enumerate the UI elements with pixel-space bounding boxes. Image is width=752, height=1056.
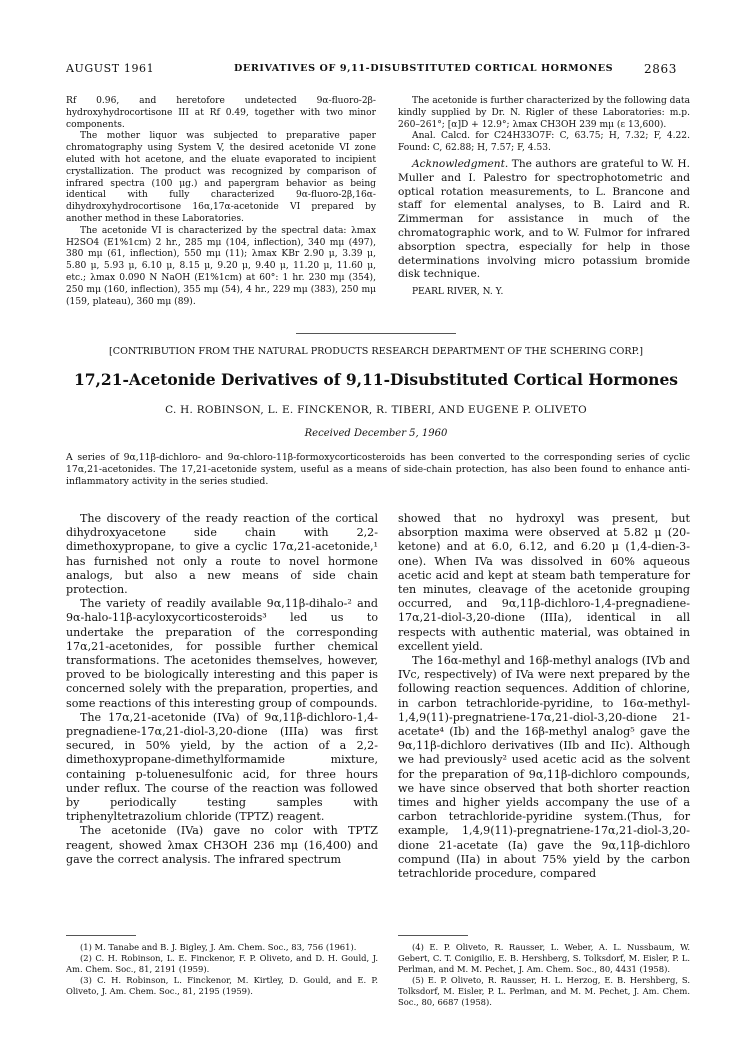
paragraph: The 17α,21-acetonide (IVa) of 9α,11β-dichloro-1,4-pregnadiene-17α,21-diol-3,20-dione (IIIa) was first secured, in 50% yield, by the action of a 2,2-dimethoxypropane-dimethylformamide mixture, containing p-toluenesulfonic acid, for three hours under reflux. The course of the reaction was followed by periodically testing samples with triphenyltetrazolium chloride (TPTZ) reagent.: [66, 710, 378, 824]
page-number: 2863: [644, 62, 677, 76]
top-right-column: [398, 96, 690, 299]
body-right-column: [398, 512, 690, 881]
contribution-line: [CONTRIBUTION FROM THE NATURAL PRODUCTS RESEARCH DEPARTMENT OF THE SCHERING CORP.]: [109, 346, 643, 357]
footnote: (1) M. Tanabe and B. J. Bigley, J. Am. Chem. Soc., 83, 756 (1961).: [80, 942, 357, 952]
footnotes-right: [398, 942, 690, 1008]
top-left-column: [66, 96, 376, 308]
paragraph: The mother liquor was subjected to preparative paper chromatography using System V, the desired acetonide VI zone eluted with hot acetone, and the eluate evaporated to incipient crystallization. The product was recognized by comparison of infrared spectra (100 μg.) and papergram behavior as being identical with fully characterized 9α-fluoro-2β,16α-dihydroxyhydrocortisone 16α,17α-acetonide VI prepared by another method in these Laboratories.: [66, 131, 376, 224]
abstract: A series of 9α,11β-dichloro- and 9α-chloro-11β-formoxycorticosteroids has been converted to the corresponding series of cyclic 17α,21-acetonides. The 17,21-acetonide system, useful as a means of side-chain protection, has also been found to enhance anti-inflammatory activity in the series studied.: [66, 452, 690, 487]
paragraph: The acetonide VI is characterized by the spectral data: λmax H2SO4 (E1%1cm) 2 hr., 285 mμ (104, inflection), 340 mμ (497), 380 mμ (61, inflection), 550 mμ (11); λmax KBr 2.90 μ, 3.39 μ, 5.80 μ, 5.93 μ, 6.10 μ, 8.15 μ, 9.20 μ, 9.40 μ, 11.20 μ, 11.60 μ, etc.; λmax 0.090 N NaOH (E1%1cm) at 60°: 1 hr. 230 mμ (354), 250 mμ (160, inflection), 355 mμ (54), 4 hr., 229 mμ (383), 250 mμ (159, plateau), 360 mμ (89).: [66, 225, 376, 307]
paragraph: The discovery of the ready reaction of the cortical dihydroxyacetone side chain with 2,2-dimethoxypropane, to give a cyclic 17α,21-acetonide,¹ has furnished not only a route to novel hormone analogs, but also a new means of side chain protection.: [66, 512, 378, 597]
authors: C. H. ROBINSON, L. E. FINCKENOR, R. TIBERI, AND EUGENE P. OLIVETO: [165, 404, 587, 416]
footnote-divider-right: [398, 935, 468, 936]
location: PEARL RIVER, N. Y.: [412, 287, 504, 298]
paragraph: Rf 0.96, and heretofore undetected 9α-fluoro-2β-hydroxyhydrocortisone III at Rf 0.49, together with two minor components.: [66, 96, 376, 130]
paragraph: Anal. Calcd. for C24H33O7F: C, 63.75; H, 7.32; F, 4.22. Found: C, 62.88; H, 7.57; F, 4.53.: [398, 131, 690, 154]
footnote: (5) E. P. Oliveto, R. Rausser, H. L. Herzog, E. B. Hershberg, S. Tolksdorf, M. Eisler, P. L. Perlman, and M. M. Pechet, J. Am. Chem. Soc., 80, 6687 (1958).: [398, 975, 690, 1007]
acknowledgment: [398, 158, 690, 282]
running-header-date: AUGUST 1961: [66, 62, 155, 75]
paragraph: The acetonide is further characterized by the following data kindly supplied by Dr. N. Rigler of these Laboratories: m.p. 260–261°; [α]D + 12.9°; λmax CH3OH 239 mμ (ε 13,600).: [398, 96, 690, 130]
section-divider: [296, 333, 456, 334]
running-header-title: DERIVATIVES OF 9,11-DISUBSTITUTED CORTICAL HORMONES: [234, 63, 614, 74]
footnote: (4) E. P. Oliveto, R. Rausser, L. Weber, A. L. Nussbaum, W. Gebert, C. T. Conigilio, E. B. Hershberg, S. Tolksdorf, M. Eisler, P. L. Perlman, and M. M. Pechet, J. Am. Chem. Soc., 80, 4431 (1958).: [398, 942, 690, 974]
body-left-column: [66, 512, 378, 867]
paragraph: showed that no hydroxyl was present, but absorption maxima were observed at 5.82 μ (20-ketone) and at 6.0, 6.12, and 6.20 μ (1,4-dien-3-one). When IVa was dissolved in 60% aqueous acetic acid and kept at steam bath temperature for ten minutes, cleavage of the acetonide grouping occurred, and 9α,11β-dichloro-1,4-pregnadiene-17α,21-diol-3,20-dione (IIIa), identical in all respects with authentic material, was obtained in excellent yield.: [398, 512, 690, 653]
acknowledgment-label: Acknowledgment.: [412, 157, 509, 170]
footnote: (2) C. H. Robinson, L. E. Finckenor, F. P. Oliveto, and D. H. Gould, J. Am. Chem. Soc., 81, 2191 (1959).: [66, 953, 378, 974]
paragraph: The acetonide (IVa) gave no color with TPTZ reagent, showed λmax CH3OH 236 mμ (16,400) and gave the correct analysis. The infrared spectrum: [66, 824, 378, 866]
paragraph: The 16α-methyl and 16β-methyl analogs (IVb and IVc, respectively) of IVa were next prepared by the following reaction sequences. Addition of chlorine, in carbon tetrachloride-pyridine, to 16α-methyl-1,4,9(11)-pregnatriene-17α,21-diol-3,20-dione 21-acetate⁴ (Ib) and the 16β-methyl analog⁵ gave the 9α,11β-dichloro derivatives (IIb and IIc). Although we had previously² used acetic acid as the solvent for the preparation of 9α,11β-dichloro compounds, we have since observed that both shorter reaction times and higher yields accompany the use of a carbon tetrachloride-pyridine system.(Thus, for example, 1,4,9(11)-pregnatriene-17α,21-diol-3,20-dione 21-acetate (Ia) gave the 9α,11β-dichloro compund (IIa) in about 75% yield by the carbon tetrachloride procedure, compared: [398, 654, 690, 881]
footnotes-left: [66, 942, 378, 997]
footnote-divider-left: [66, 935, 136, 936]
paragraph: The variety of readily available 9α,11β-dihalo-² and 9α-halo-11β-acyloxycorticosteroids³ led us to undertake the preparation of the corresponding 17α,21-acetonides, for possible further chemical transformations. The acetonides themselves, however, proved to be biologically interesting and this paper is concerned solely with the preparation, properties, and some reactions of this interesting group of compounds.: [66, 597, 378, 710]
acknowledgment-text: The authors are grateful to W. H. Muller and I. Palestro for spectrophotometric and optical rotation measurements, to L. Brancone and staff for elemental analyses, to B. Laird and R. Zimmerman for assistance in much of the chromatographic work, and to W. Fulmor for infrared absorption spectra, especially for help in those determinations involving micro potassium bromide disk technique.: [398, 157, 690, 281]
received-date: Received December 5, 1960: [304, 428, 448, 439]
article-title: 17,21-Acetonide Derivatives of 9,11-Disubstituted Cortical Hormones: [73, 370, 679, 389]
footnote: (3) C. H. Robinson, L. Finckenor, M. Kirtley, D. Gould, and E. P. Oliveto, J. Am. Chem. Soc., 81, 2195 (1959).: [66, 975, 378, 996]
